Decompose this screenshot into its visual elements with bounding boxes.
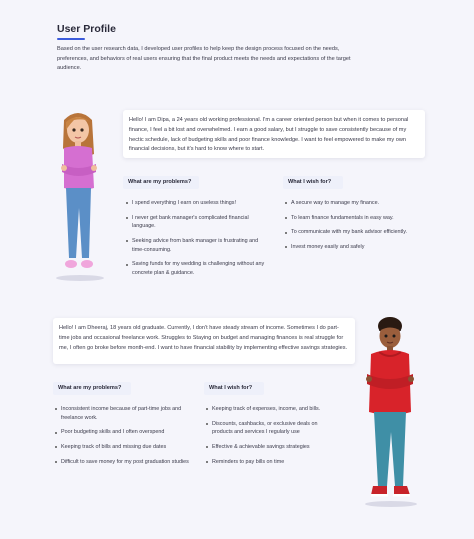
persona-dipa-illustration bbox=[44, 108, 114, 283]
list-item: Saving funds for my wedding is challenging without any concrete plan & guidance. bbox=[126, 260, 266, 277]
persona-dipa-wishes-list bbox=[285, 199, 425, 258]
persona-dheeraj-wishes-heading: What I wish for? bbox=[204, 382, 264, 395]
list-item: Poor budgeting skills and I often overspend bbox=[55, 428, 195, 437]
page-title: User Profile bbox=[57, 23, 116, 35]
bio-text: Hello! I am Dipa, a 24 years old working professional. I'm a career oriented person but when it comes to personal finance, I feel a bit lost and overwhelmed. I earn a good salary, but I struggle to save consistently because of my hectic schedule, lack of budgeting skills and poor finance knowledge. I want to feel empowered to make my own financial decisions, but it's hard to know where to start. bbox=[129, 117, 409, 153]
persona-dheeraj-bio bbox=[53, 318, 355, 364]
persona-dheeraj-illustration bbox=[355, 314, 425, 510]
persona-dheeraj-problems-list bbox=[55, 405, 195, 472]
list-item: To learn finance fundamentals in easy way. bbox=[285, 214, 425, 223]
list-item: Reminders to pay bills on time bbox=[206, 458, 336, 467]
list-item: Seeking advice from bank manager is frustrating and time-consuming. bbox=[126, 237, 266, 254]
list-item: Keeping track of expenses, income, and bills. bbox=[206, 405, 336, 414]
list-item: Effective & achievable savings strategies bbox=[206, 443, 336, 452]
list-item: Discounts, cashbacks, or exclusive deals on products and services I regularly use bbox=[206, 420, 336, 437]
title-underline bbox=[57, 38, 85, 40]
list-item: I spend everything I earn on useless things! bbox=[126, 199, 266, 208]
bio-text: Hello! I am Dheeraj, 18 years old graduate. Currently, I don't have steady stream of income. Sometimes I do part-time jobs and occasional freelance work. Struggles to Staying on budget and managing finances is real struggle for me, I often go broke before month-end. I want to have financial stability by implementing effective savings strategies. bbox=[59, 325, 348, 351]
list-item: I never get bank manager's complicated financial language. bbox=[126, 214, 266, 231]
persona-dipa-bio bbox=[123, 110, 425, 158]
intro-paragraph: Based on the user research data, I developed user profiles to help keep the design process focused on the needs, preferences, and behaviors of real users ensuring that the final product meets the needs and expectations of the target audience. bbox=[57, 46, 351, 71]
list-item: Keeping track of bills and missing due dates bbox=[55, 443, 195, 452]
list-item: A secure way to manage my finance. bbox=[285, 199, 425, 208]
list-item: Inconsistent income because of part-time jobs and freelance work. bbox=[55, 405, 195, 422]
persona-dheeraj-wishes-list bbox=[206, 405, 336, 472]
persona-dipa-problems-list bbox=[126, 199, 266, 283]
persona-dheeraj-problems-heading: What are my problems? bbox=[53, 382, 131, 395]
persona-dipa-wishes-heading: What I wish for? bbox=[283, 176, 343, 189]
list-item: To communicate with my bank advisor efficiently. bbox=[285, 228, 425, 237]
persona-dipa-problems-heading: What are my problems? bbox=[123, 176, 199, 189]
list-item: Invest money easily and safely bbox=[285, 243, 425, 252]
list-item: Difficult to save money for my post graduation studies bbox=[55, 458, 195, 467]
